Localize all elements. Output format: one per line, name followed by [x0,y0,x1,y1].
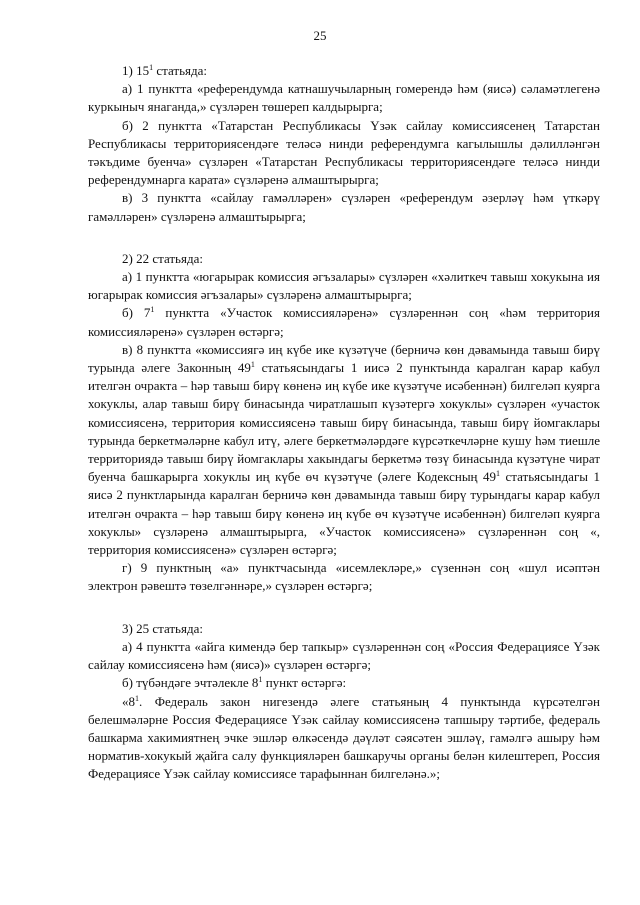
section-2-heading: 2) 22 статьяда: [122,250,203,266]
section-3-item-b: б) түбәндәге эчтәлекле $8^1$ пункт өстәргә: [122,675,347,691]
spacer [88,596,600,620]
section-3-item-a: а) 4 пунктта «айга кимендә бер тапкыр» сүзләреннән соң «Россия Федерациясе Үзәк сайлау комиссиясенә һәм (яисә)» сүзләрен өстәргә; [88,638,600,673]
section-1-item-b: б) 2 пунктта «Татарстан Республикасы Үзәк сайлау комиссиясенең Татарстан Республикасы территориясендәге теләсә нинди референдумга кагылышлы дәлилләнгән тәкъдиме буенча» сүзләрен «Татарстан Республикасы территориясендәге теләсә нинди референдумнарга карата» сүзләренә алмаштырырга; [88,117,600,188]
document-body [88,62,600,784]
section-2-item-d: г) 9 пунктның «а» пунктчасында «исемлекләре,» сүзеннән соң «шул исәптән электрон рәвештә төзелгәннәре,» сүзләрен өстәргә; [88,560,600,594]
section-1-item-c: в) 3 пунктта «сайлау гамәлләрен» сүзләрен «референдум әзерләү һәм үткәрү гамәлләрен» сүзләренә алмаштырырга; [88,190,600,224]
section-1-item-a: а) 1 пунктта «референдумда катнашучыларның гомерендә һәм (яисә) сәламәтлегенә куркыныч янаганда,» сүзләрен төшереп калдырырга; [88,81,600,115]
section-3-quoted-paragraph: «$8^1$. Федераль закон нигезендә әлеге статьяның 4 пунктында күрсәтелгән белешмәләрне Россия Федерациясе Үзәк сайлау комиссиясенә тапшыру тәртибе, федераль башкарма хакимиятнең эчке эшләр өлкәсендә дәүләт сәясәтен эшләү, гамәлгә ашыру һәм норматив-хокукый җайга салу функцияләрен башкаручы органы белән килештереп, Россия Федерациясе Үзәк сайлау комиссиясе тарафыннан билгеләнә.»; [88,693,600,782]
section-2-item-b: б) $7^1$ пунктта «Участок комиссияләренә» сүзләреннән соң «һәм территория комиссияләренә» сүзләрен өстәргә; [88,305,600,339]
section-1-heading: 1) $15^1$ статьяда: [122,63,207,78]
section-2-item-c: в) 8 пунктта «комиссиягә иң күбе ике күзәтүче (берничә көн дәвамында тавыш бирү турында әлеге Законның $49^1$ статьясындагы 1 иисә 2 пунктында каралган карар кабул ителгән очракта – һәр тавыш бирү көненә иң күбе ике күзәтүче исәбеннән) билгеләп куярга хокуклы, алар тавыш бирү бинасында чиратлашып күзәтергә хокуклы» сүзләрен «участок комиссиясенә, территория комиссиясенә тавыш бирү бинасында, тавыш бирү йомгаклары турында беркетмәләрне кабул итү, әлеге беркетмәләрдәге күрсәткечләрне кушу һәм тиешле территориядә тавыш бирү йомгаклары хакындагы беркетмә төзү бинасында күзәтүне чират буенча башкарырга хокуклы иң күбе өч күзәтүче (әлеге Кодексның $49^1$ статьясындагы 1 яисә 2 пунктларында каралган берничә көн дәвамында тавыш бирү турындагы карар кабул ителгән очракта – һәр тавыш бирү көненә иң күбе өч күзәтүче исәбеннән) билгеләп куярга хокуклы» сүзләренә алмаштырырга, «Участок комиссиясенә» сүзләреннән соң «, территория комиссиясенә» сүзләрен өстәргә; [88,341,601,558]
section-2-item-a: а) 1 пунктта «югарырак комиссия әгъзалары» сүзләрен «хәлиткеч тавыш хокукына ия югарырак комиссия әгъзалары» сүзләренә алмаштырырга; [88,269,600,303]
section-3-heading: 3) 25 статьяда: [122,620,203,636]
page-number: 25 [313,28,327,43]
spacer [88,226,600,250]
